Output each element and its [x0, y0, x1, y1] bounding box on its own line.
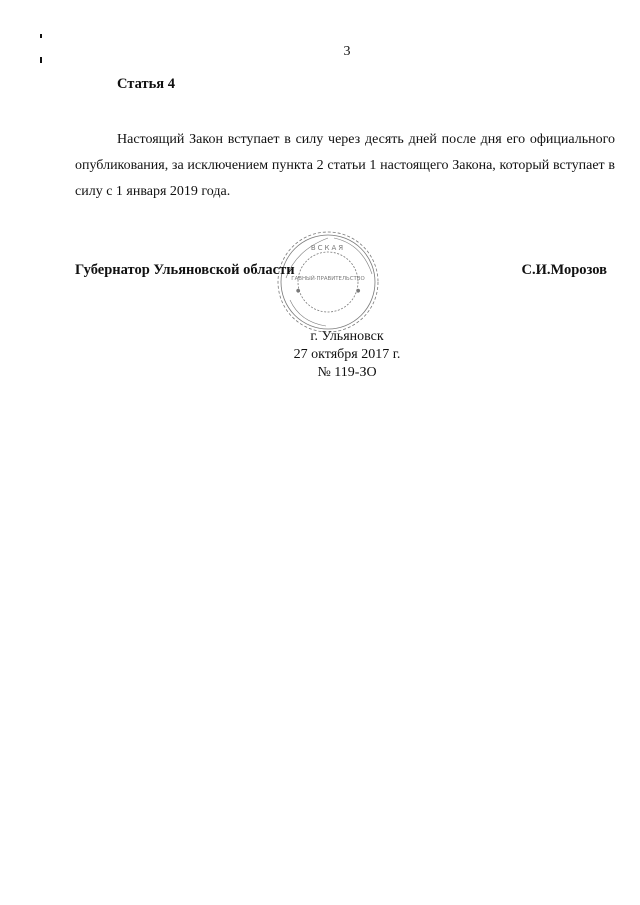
svg-text:●: ● [356, 288, 361, 294]
place-date-number-block [0, 328, 640, 382]
svg-text:●: ● [296, 288, 301, 294]
law-date: 27 октября 2017 г. [293, 347, 401, 362]
article-title: Статья 4 [117, 76, 175, 92]
seal-center-text: ГАВНЫЙ·ПРАВИТЕЛЬСТВО [291, 276, 365, 282]
law-number: № 119-ЗО [317, 365, 377, 380]
city: г. Ульяновск [310, 329, 384, 344]
scan-artifact-mark-top [40, 34, 42, 38]
svg-text:ВСКАЯ: ВСКАЯ [310, 244, 346, 252]
signatory-name: С.И.Морозов [521, 262, 607, 278]
signatory-position: Губернатор Ульяновской области [75, 262, 295, 278]
official-seal-stamp [276, 230, 380, 334]
page-number: 3 [343, 44, 351, 59]
article-body: Настоящий Закон вступает в силу через десять дней после дня его официального опубликования, за исключением пункта 2 статьи 1 настоящего Закона, который вступает в силу с 1 января 2019 года. [75, 132, 615, 199]
